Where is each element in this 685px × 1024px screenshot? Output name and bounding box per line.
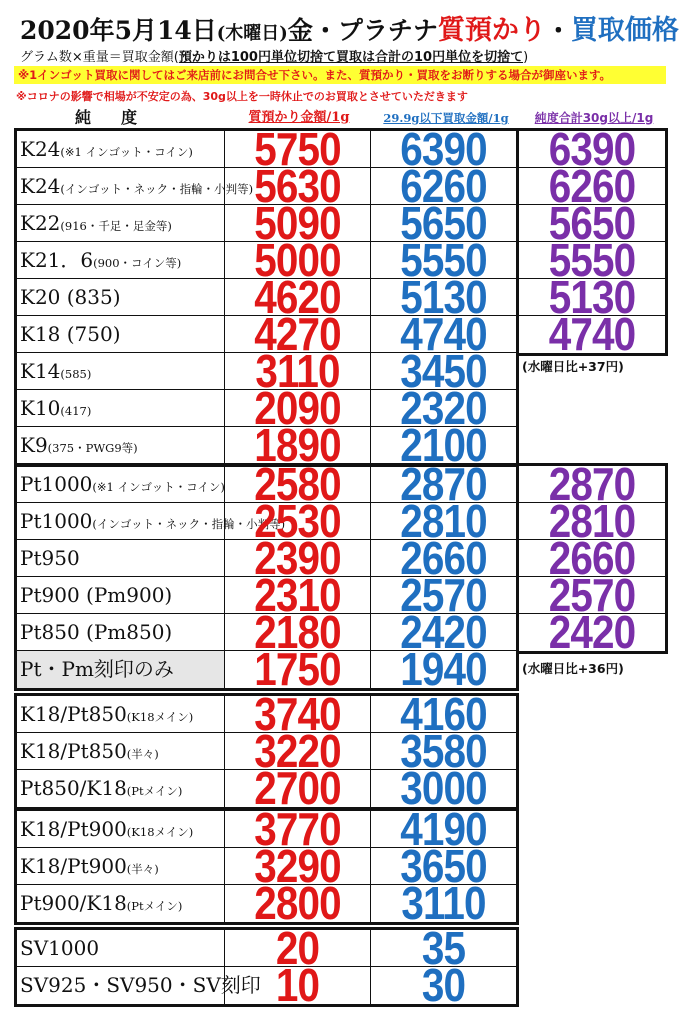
purity-label: SV1000	[20, 936, 100, 960]
subtitle-formula: グラム数×重量＝買取金額(	[20, 50, 179, 65]
purity-label: Pt850 (Pm850)	[20, 620, 173, 644]
purity-cell	[17, 651, 225, 688]
purity-cell	[17, 503, 286, 540]
purity-label: K14	[20, 359, 61, 383]
buy-price: 2870	[400, 458, 487, 510]
high-volume-price: 5130	[548, 271, 636, 323]
purity-label: K20 (835)	[20, 285, 121, 309]
high-volume-price: 6260	[548, 160, 636, 212]
purity-cell	[17, 885, 225, 922]
high-volume-cell	[519, 606, 665, 658]
subtitle	[20, 46, 528, 64]
header-pawn: 質預かり金額/1g	[248, 110, 350, 125]
table-row	[17, 643, 516, 695]
buy-price: 4740	[400, 308, 487, 360]
buy-price: 3650	[400, 840, 487, 892]
high-volume-column-platinum	[519, 458, 668, 658]
buy-cell	[371, 643, 516, 695]
buy-price: 35	[421, 922, 466, 974]
pawn-price: 3220	[254, 725, 341, 777]
pawn-price: 2090	[254, 382, 341, 434]
purity-label: Pt850/K18	[20, 776, 127, 800]
purity-cell	[17, 168, 254, 205]
purity-cell	[17, 733, 225, 770]
purity-cell	[17, 131, 225, 168]
purity-cell	[17, 390, 225, 427]
pawn-cell	[225, 959, 371, 1011]
table-group-platinum	[14, 458, 519, 695]
buy-price: 6390	[400, 123, 487, 175]
pawn-price: 2530	[254, 495, 341, 547]
buy-price: 1940	[400, 643, 487, 695]
purity-label: K24	[20, 137, 61, 161]
pawn-price: 3290	[254, 840, 341, 892]
purity-note: (900・コイン等)	[93, 256, 182, 270]
purity-label: K21．6	[20, 248, 94, 272]
purity-note: (※1 インゴット・コイン)	[92, 480, 225, 494]
purity-cell	[17, 930, 225, 967]
buy-price: 3110	[401, 877, 486, 929]
purity-cell	[17, 279, 225, 316]
purity-label: K10	[20, 396, 61, 420]
high-volume-cell	[519, 308, 665, 360]
purity-cell	[17, 353, 225, 390]
pawn-cell	[225, 643, 371, 695]
pawn-price: 2580	[254, 458, 341, 510]
high-volume-price: 5650	[548, 197, 636, 249]
purity-note: (375・PWG9等)	[47, 441, 138, 455]
purity-label: Pt1000	[20, 472, 93, 496]
purity-note: (K18メイン)	[126, 710, 194, 724]
gold-change-note: (水曜日比+37円)	[522, 359, 624, 374]
table-group-silver	[14, 922, 519, 1011]
purity-cell	[17, 811, 225, 848]
corona-notice: ※コロナの影響で相場が不安定の為、30g以上を一時休止でのお買取とさせていただきます	[16, 90, 468, 103]
purity-label: Pt900 (Pm900)	[20, 583, 173, 607]
purity-cell	[17, 696, 225, 733]
page-title	[20, 8, 680, 46]
high-volume-price: 6390	[548, 123, 636, 175]
buy-price: 6260	[400, 160, 487, 212]
subtitle-rule: 預かりは100円単位切捨て買取は合計の10円単位を切捨て	[178, 50, 524, 65]
purity-label: K9	[20, 433, 48, 457]
header-high: 純度合計30g以上/1g	[534, 111, 654, 125]
purity-note: (585)	[60, 367, 92, 381]
purity-cell	[17, 242, 225, 279]
purity-cell	[17, 577, 225, 614]
table-row	[17, 877, 516, 929]
purity-note: (K18メイン)	[126, 825, 194, 839]
purity-label: K24	[20, 174, 61, 198]
header-purity: 純度	[74, 108, 167, 127]
purity-label: Pt900/K18	[20, 891, 127, 915]
pawn-price: 2700	[254, 762, 341, 814]
purity-note: (半々)	[126, 862, 159, 876]
purity-label: K18/Pt850	[20, 702, 127, 726]
purity-label: K18 (750)	[20, 322, 121, 346]
pawn-price: 1890	[254, 419, 341, 471]
buy-price: 3580	[400, 725, 487, 777]
pawn-price: 5090	[254, 197, 341, 249]
title-pawn: 質預かり	[437, 15, 546, 46]
purity-note: (半々)	[126, 747, 159, 761]
purity-cell	[17, 466, 225, 503]
purity-cell	[17, 205, 225, 242]
pawn-price: 5630	[254, 160, 341, 212]
purity-note: (Ptメイン)	[126, 784, 183, 798]
table-row	[17, 959, 516, 1011]
pawn-price: 3770	[254, 803, 341, 855]
high-volume-price: 4740	[548, 308, 636, 360]
purity-cell	[17, 614, 225, 651]
pawn-price: 2310	[254, 569, 341, 621]
purity-label: SV925・SV950・SV刻印	[20, 973, 261, 997]
buy-price: 3450	[400, 345, 487, 397]
high-volume-price: 5550	[548, 234, 636, 286]
ingot-notice: ※1インゴット買取に関してはご来店前にお問合せ下さい。また、質預かり・買取をお断りする場合が御座います。	[14, 66, 666, 84]
buy-price: 2570	[400, 569, 487, 621]
buy-price: 4190	[400, 803, 487, 855]
pawn-price: 20	[275, 922, 320, 974]
purity-label: K18/Pt850	[20, 739, 127, 763]
table-group-combo850	[14, 688, 519, 814]
buy-price: 4160	[400, 688, 487, 740]
purity-note: (インゴット・ネック・指輪・小判等)	[92, 517, 286, 531]
high-volume-column-gold	[519, 123, 668, 360]
buy-price: 5550	[400, 234, 487, 286]
platinum-change-note: (水曜日比+36円)	[522, 661, 624, 676]
purity-note: (※1 インゴット・コイン)	[60, 145, 193, 159]
purity-label: Pt1000	[20, 509, 93, 533]
subtitle-close: )	[523, 50, 529, 65]
purity-note: (インゴット・ネック・指輪・小判等)	[60, 182, 254, 196]
purity-note: (417)	[60, 404, 92, 418]
pawn-price: 5750	[254, 123, 341, 175]
buy-cell	[371, 959, 516, 1011]
pawn-price: 10	[275, 959, 320, 1011]
purity-cell	[17, 848, 225, 885]
table-group-gold	[14, 123, 519, 471]
purity-cell	[17, 316, 225, 353]
high-volume-price: 2570	[548, 569, 636, 621]
buy-price: 2320	[400, 382, 487, 434]
buy-price: 5130	[400, 271, 487, 323]
purity-label: Pt950	[20, 546, 80, 570]
buy-price: 2420	[400, 606, 487, 658]
header-buy: 29.9g以下買取金額/1g	[383, 111, 509, 125]
high-volume-price: 2810	[548, 495, 636, 547]
purity-cell	[17, 540, 225, 577]
pawn-price: 2390	[254, 532, 341, 584]
pawn-price: 2180	[254, 606, 341, 658]
buy-cell	[371, 762, 516, 814]
title-date: 2020年5月14日	[20, 16, 217, 45]
pawn-price: 2800	[254, 877, 341, 929]
title-dot: ・	[545, 16, 571, 45]
buy-price: 2810	[400, 495, 487, 547]
buy-price: 5650	[400, 197, 487, 249]
purity-cell	[17, 770, 225, 807]
title-metals: 金・プラチナ	[287, 16, 438, 45]
high-volume-price: 2660	[548, 532, 636, 584]
purity-note: (Ptメイン)	[126, 899, 183, 913]
pawn-price: 4620	[254, 271, 341, 323]
pawn-price: 3740	[254, 688, 341, 740]
buy-cell	[371, 877, 516, 929]
pawn-price: 4270	[254, 308, 341, 360]
buy-price: 2100	[400, 419, 487, 471]
table-group-combo900	[14, 803, 519, 929]
purity-note: (916・千足・足金等)	[60, 219, 172, 233]
purity-label: K22	[20, 211, 61, 235]
pawn-cell	[225, 762, 371, 814]
buy-price: 30	[421, 959, 466, 1011]
pawn-cell	[225, 877, 371, 929]
pawn-price: 5000	[254, 234, 341, 286]
purity-cell	[17, 427, 225, 464]
high-volume-price: 2420	[548, 606, 636, 658]
purity-label: K18/Pt900	[20, 854, 127, 878]
purity-cell	[17, 967, 261, 1004]
title-weekday: (木曜日)	[216, 23, 288, 44]
buy-price: 3000	[400, 762, 487, 814]
purity-label: K18/Pt900	[20, 817, 127, 841]
title-buy: 買取価格	[570, 15, 679, 46]
pawn-price: 3110	[255, 345, 340, 397]
buy-price: 2660	[400, 532, 487, 584]
purity-label: Pt・Pm刻印のみ	[20, 657, 174, 681]
high-volume-price: 2870	[548, 458, 636, 510]
pawn-price: 1750	[254, 643, 341, 695]
table-row	[17, 762, 516, 814]
